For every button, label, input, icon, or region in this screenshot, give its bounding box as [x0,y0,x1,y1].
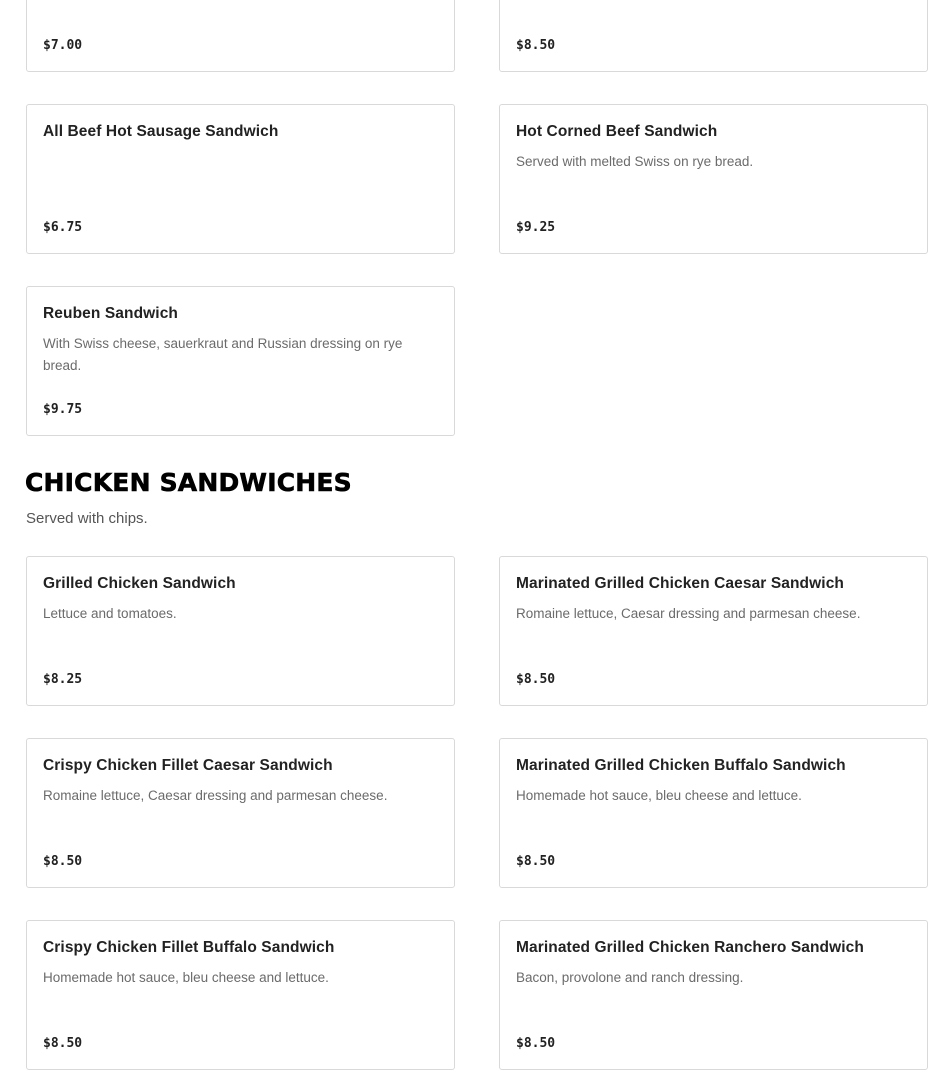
menu-item-price: $8.50 [516,854,556,869]
menu-item-card[interactable] [26,0,455,72]
menu-item-price: $7.00 [43,38,83,53]
menu-item-description: Lettuce and tomatoes. [43,606,177,621]
menu-item-card[interactable] [26,286,455,436]
menu-item-name: Marinated Grilled Chicken Ranchero Sandwich [516,939,864,956]
menu-item-price: $8.25 [43,672,83,687]
section-title: CHICKEN SANDWICHES [25,468,352,497]
menu-item-price: $9.75 [43,402,83,417]
menu-item-card[interactable] [499,0,928,72]
menu-item-card[interactable] [26,738,455,888]
menu-item-card[interactable] [26,104,455,254]
menu-item-card[interactable] [26,920,455,1070]
menu-item-description: With Swiss cheese, sauerkraut and Russian dressing on rye bread. [43,336,403,373]
menu-item-name: All Beef Hot Sausage Sandwich [43,123,279,140]
menu-item-card[interactable] [499,556,928,706]
menu-item-card[interactable] [499,104,928,254]
menu-item-card[interactable] [26,556,455,706]
menu-item-description: Homemade hot sauce, bleu cheese and lettuce. [516,788,802,803]
section-subtitle: Served with chips. [26,510,148,527]
menu-item-name: Marinated Grilled Chicken Buffalo Sandwich [516,757,846,774]
menu-item-name: Marinated Grilled Chicken Caesar Sandwich [516,575,844,592]
menu-item-name: Grilled Chicken Sandwich [43,575,236,592]
menu-item-description: Served with melted Swiss on rye bread. [516,154,754,169]
menu-item-price: $9.25 [516,220,556,235]
menu-item-price: $6.75 [43,220,83,235]
menu-item-name: Reuben Sandwich [43,305,178,322]
menu-item-price: $8.50 [516,672,556,687]
menu-item-name: Crispy Chicken Fillet Buffalo Sandwich [43,939,335,956]
menu-item-card[interactable] [499,738,928,888]
menu-item-description: Romaine lettuce, Caesar dressing and parmesan cheese. [516,606,861,621]
menu-item-description: Bacon, provolone and ranch dressing. [516,970,744,985]
menu-item-price: $8.50 [516,38,556,53]
menu-item-description: Homemade hot sauce, bleu cheese and lettuce. [43,970,329,985]
menu-item-price: $8.50 [43,1036,83,1051]
menu-item-card[interactable] [499,920,928,1070]
menu-item-price: $8.50 [43,854,83,869]
menu-item-name: Hot Corned Beef Sandwich [516,123,718,140]
menu-item-price: $8.50 [516,1036,556,1051]
menu-item-description: Romaine lettuce, Caesar dressing and parmesan cheese. [43,788,388,803]
menu-item-name: Crispy Chicken Fillet Caesar Sandwich [43,757,333,774]
